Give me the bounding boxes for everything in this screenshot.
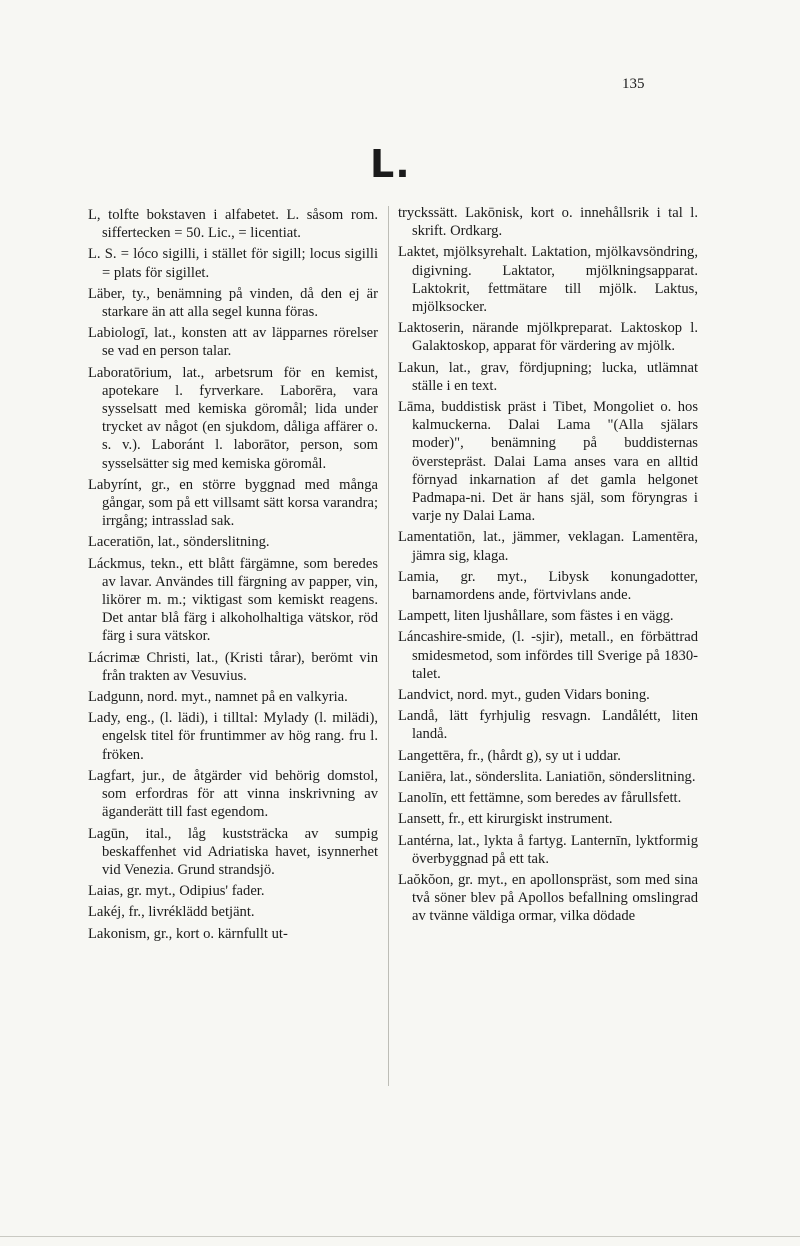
dictionary-entry: Laboratōrium, lat., arbetsrum för en kemist, apotekare l. fyrverkare. Laborēra, vara sysselsatt med kemiska göromål; lida under trycket av något (en sjukdom, dåliga affärer o. s. v.). Laboránt l. laborātor, person, som sysselsätter sig med kemiska göromål. (88, 364, 378, 472)
dictionary-entry: Laŏkŏon, gr. myt., en apollonspräst, som med sina två söner blev på Apollos befallning omslingrad av tvänne väldiga ormar, vilka dödade (398, 871, 698, 925)
dictionary-entry: Láckmus, tekn., ett blått färgämne, som beredes av lavar. Användes till färgning av papper, vin, likörer m. m.; viktigast som kemiskt reagens. Det antar blå färg i alkoholhaltiga vätskor, röd färg i sura vätskor. (88, 555, 378, 645)
dictionary-entry: tryckssätt. Lakōnisk, kort o. innehållsrik i tal l. skrift. Ordkarg. (398, 205, 698, 240)
dictionary-entry: Lampett, liten ljushållare, som fästes i en vägg. (398, 608, 674, 625)
dictionary-entry: Lagūn, ital., låg kuststräcka av sumpig beskaffenhet vid Adriatiska havet, isynnerhet vid Venezia. Grund strandsjö. (88, 825, 378, 878)
dictionary-entry: Lácrimæ Christi, lat., (Kristi tårar), berömt vin från trakten av Vesuvius. (88, 649, 378, 684)
dictionary-entry: Lamentatiōn, lat., jämmer, veklagan. Lamentēra, jämra sig, klaga. (398, 529, 698, 564)
dictionary-entry: Läber, ty., benämning på vinden, då den ej är starkare än att alla segel kunna föras. (88, 285, 378, 321)
dictionary-entry: Lamia, gr. myt., Libysk konungadotter, barnamordens ande, förtvivlans ande. (398, 568, 698, 604)
dictionary-entry: Langettēra, fr., (hårdt g), sy ut i uddar. (398, 747, 621, 764)
dictionary-entry: Lagfart, jur., de åtgärder vid behörig domstol, som erfordras för att vinna inskrivning av äganderätt till fast egendom. (88, 767, 378, 821)
section-heading: L. (370, 142, 411, 186)
dictionary-entry: Laceratiōn, lat., sönderslitning. (88, 534, 270, 551)
dictionary-entry: Lady, eng., (l. lädi), i tilltal: Mylady (l. milädi), engelsk titel för fruntimmer av hög rang. fru l. fröken. (88, 710, 378, 763)
dictionary-entry: Laias, gr. myt., Odipius' fader. (88, 883, 265, 900)
dictionary-entry: Lakéj, fr., livréklädd betjänt. (88, 904, 255, 921)
right-column (398, 204, 698, 929)
dictionary-entry: Labiologī, lat., konsten att av läpparnes rörelser se vad en person talar. (88, 325, 378, 360)
dictionary-entry: Labyrínt, gr., en större byggnad med många gångar, som på ett villsamt sätt korsa varandra; irrgång; intrasslad sak. (88, 476, 378, 530)
dictionary-entry: Landå, lätt fyrhjulig resvagn. Landålétt, liten landå. (398, 708, 698, 743)
dictionary-entry: Láncashire-smide, (l. -sjir), metall., en förbättrad smidesmetod, som infördes till Sverige på 1830-talet. (398, 629, 698, 682)
dictionary-entry: Ladgunn, nord. myt., namnet på en valkyria. (88, 689, 348, 706)
column-divider (388, 206, 389, 1086)
dictionary-entry: Lakonism, gr., kort o. kärnfullt ut- (88, 925, 288, 942)
dictionary-entry: Laktet, mjölksyrehalt. Laktation, mjölkavsöndring, digivning. Laktator, mjölkningsapparat. Laktokrit, fettmätare till mjölk. Laktus, mjölksocker. (398, 244, 698, 316)
dictionary-entry: Laniēra, lat., sönderslita. Laniatiōn, sönderslitning. (398, 768, 696, 785)
dictionary-entry: Laktoserin, närande mjölkpreparat. Laktoskop l. Galaktoskop, apparat för värdering av mjölk. (398, 320, 698, 355)
dictionary-entry: Lanolīn, ett fettämne, som beredes av fårullsfett. (398, 790, 682, 807)
left-column (88, 206, 378, 946)
page-bottom-rule (0, 1236, 800, 1237)
dictionary-entry: Lantérna, lat., lykta å fartyg. Lanternīn, lyktformig överbyggnad på ett tak. (398, 832, 698, 867)
dictionary-entry: L. S. = lóco sigilli, i stället för sigill; locus sigilli = plats för sigillet. (88, 246, 378, 281)
dictionary-entry: Landvict, nord. myt., guden Vidars boning. (398, 687, 650, 704)
dictionary-entry: Lakun, lat., grav, fördjupning; lucka, utlämnat ställe i en text. (398, 359, 698, 394)
dictionary-entry: Lansett, fr., ett kirurgiskt instrument. (398, 811, 613, 828)
page-number: 135 (622, 76, 645, 92)
dictionary-entry: Lāma, buddistisk präst i Tibet, Mongoliet o. hos kalmuckerna. Dalai Lama "(Alla själars moder)", benämning på buddisternas överstepräst. Dalai Lama anses vara en alltid förnyad inkarnation af det gamla helgonet Padmapa-ni. Det är hans själ, som föryngras i varje ny Dalai Lama. (398, 399, 698, 525)
dictionary-entry: L, tolfte bokstaven i alfabetet. L. såsom rom. siffertecken = 50. Lic., = licentiat. (88, 207, 378, 242)
